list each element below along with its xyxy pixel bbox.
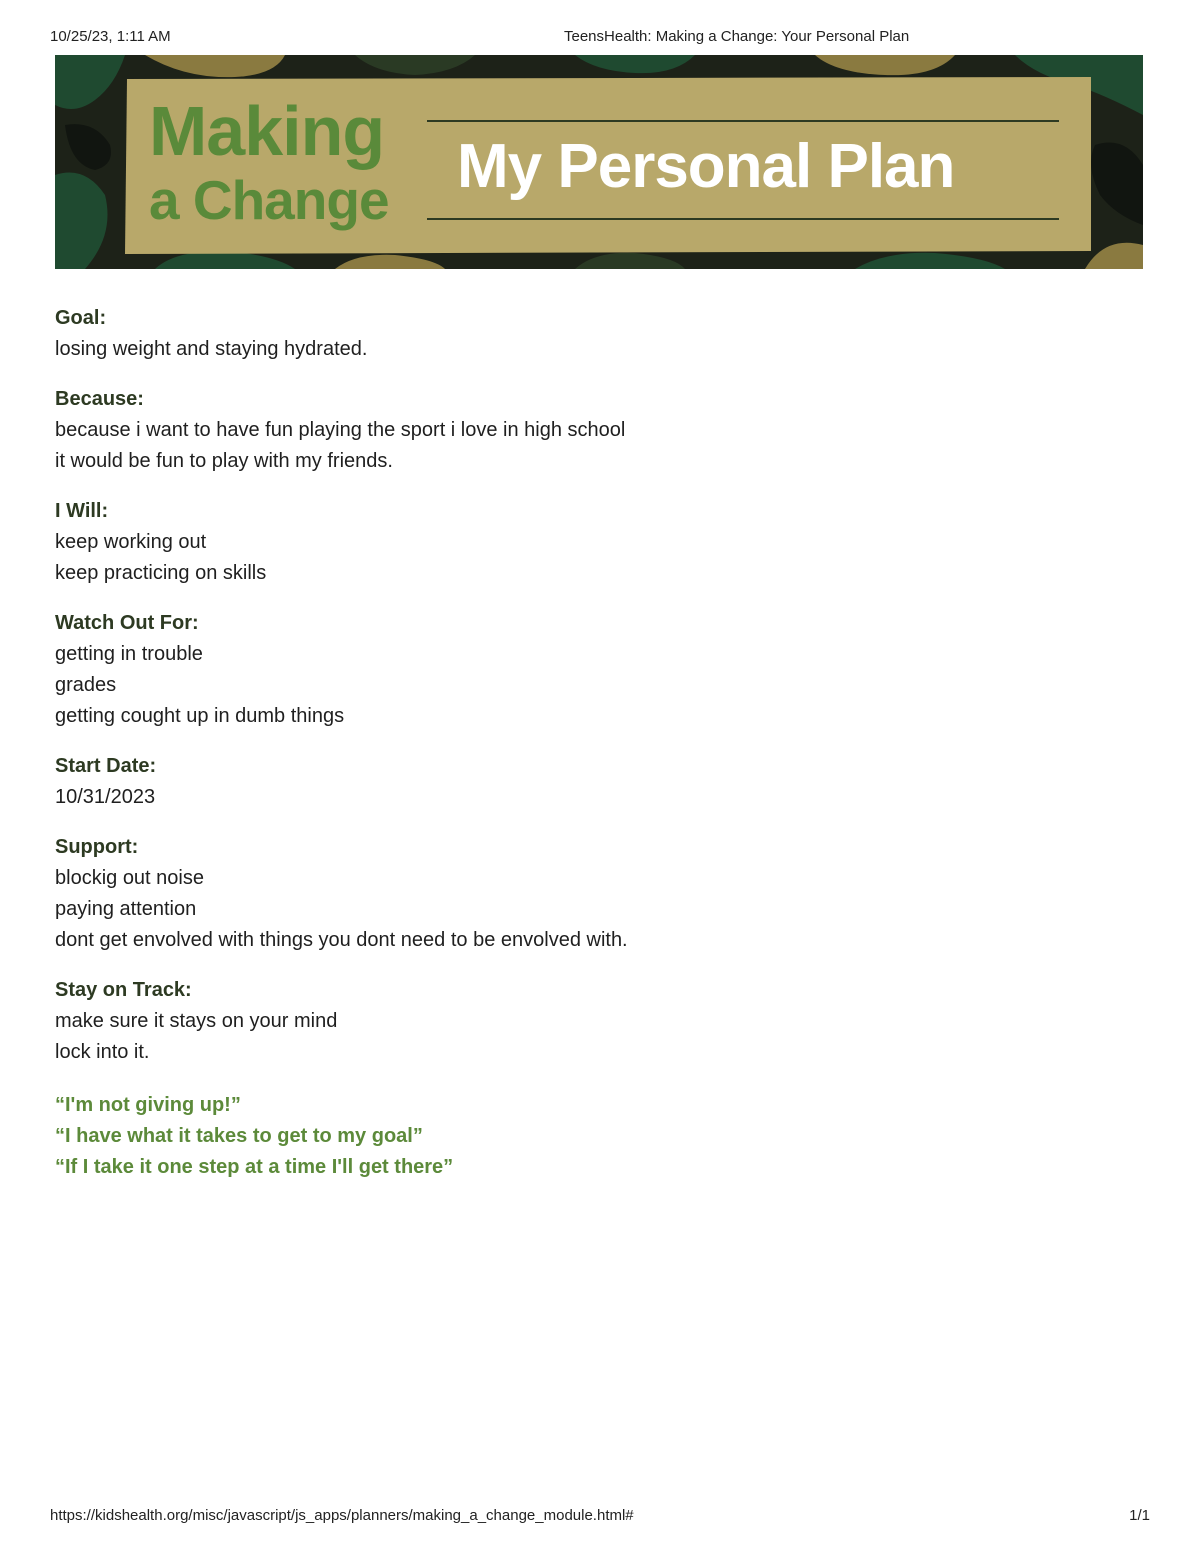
print-page-title: TeensHealth: Making a Change: Your Personal Plan bbox=[564, 28, 910, 45]
start-date-label: Start Date: bbox=[55, 755, 157, 777]
print-footer bbox=[50, 1507, 1150, 1527]
support-line: blockig out noise bbox=[55, 867, 204, 889]
stay-on-track-section bbox=[55, 975, 1055, 1068]
because-line: because i want to have fun playing the sport i love in high school bbox=[55, 419, 626, 441]
print-page-number: 1/1 bbox=[1129, 1507, 1150, 1524]
goal-label: Goal: bbox=[55, 307, 107, 329]
i-will-section bbox=[55, 496, 1055, 589]
affirmation: “I have what it takes to get to my goal” bbox=[55, 1125, 423, 1147]
banner-title-making: Making bbox=[149, 92, 385, 170]
print-datetime: 10/25/23, 1:11 AM bbox=[50, 28, 171, 45]
watch-out-label: Watch Out For: bbox=[55, 612, 199, 634]
stay-on-track-line: make sure it stays on your mind bbox=[55, 1010, 338, 1032]
print-header bbox=[50, 28, 1150, 48]
stay-on-track-line: lock into it. bbox=[55, 1041, 150, 1063]
goal-line: losing weight and staying hydrated. bbox=[55, 338, 368, 360]
watch-out-line: grades bbox=[55, 674, 117, 696]
start-date-section bbox=[55, 751, 1055, 813]
watch-out-line: getting in trouble bbox=[55, 643, 203, 665]
because-line: it would be fun to play with my friends. bbox=[55, 450, 393, 472]
watch-out-line: getting cought up in dumb things bbox=[55, 705, 345, 727]
i-will-line: keep working out bbox=[55, 531, 207, 553]
banner-title-a-change: a Change bbox=[149, 169, 389, 231]
affirmations bbox=[55, 1090, 1055, 1183]
plan-banner bbox=[55, 55, 1143, 269]
affirmation: “I'm not giving up!” bbox=[55, 1094, 241, 1116]
print-url: https://kidshealth.org/misc/javascript/js_apps/planners/making_a_change_module.html# bbox=[50, 1507, 634, 1524]
because-section bbox=[55, 384, 1055, 477]
banner-subtitle: My Personal Plan bbox=[457, 132, 955, 201]
goal-section bbox=[55, 303, 1055, 365]
support-label: Support: bbox=[55, 836, 139, 858]
support-line: dont get envolved with things you dont need to be envolved with. bbox=[55, 929, 628, 951]
plan-content bbox=[55, 303, 1055, 1183]
i-will-line: keep practicing on skills bbox=[55, 562, 267, 584]
because-label: Because: bbox=[55, 388, 144, 410]
affirmation: “If I take it one step at a time I'll get there” bbox=[55, 1156, 454, 1178]
support-section bbox=[55, 832, 1055, 956]
watch-out-section bbox=[55, 608, 1055, 732]
i-will-label: I Will: bbox=[55, 500, 109, 522]
support-line: paying attention bbox=[55, 898, 197, 920]
stay-on-track-label: Stay on Track: bbox=[55, 979, 192, 1001]
start-date-value: 10/31/2023 bbox=[55, 786, 156, 808]
